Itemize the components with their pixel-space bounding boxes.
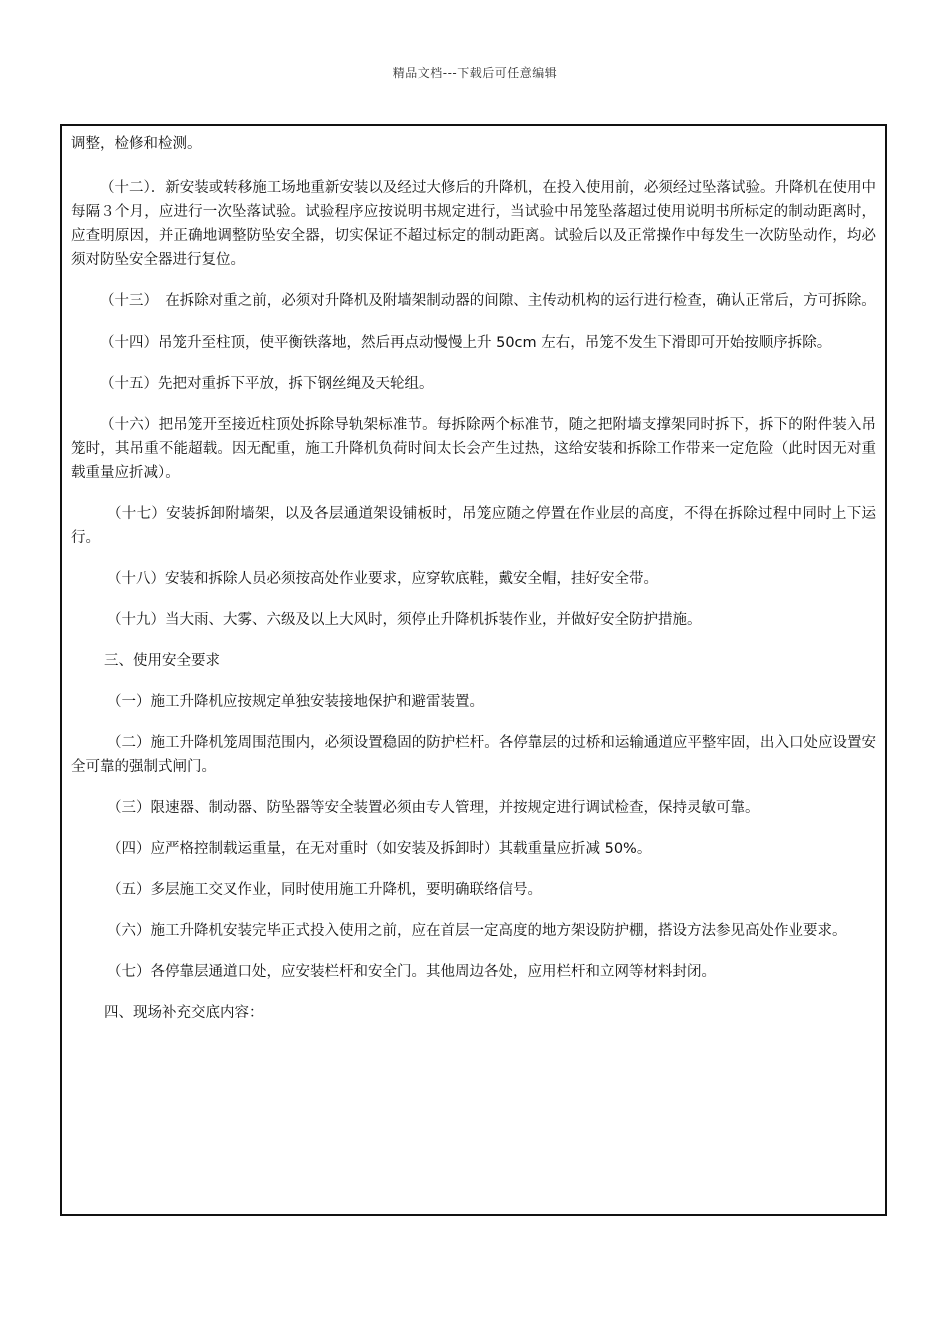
paragraph-item-13: （十三） 在拆除对重之前，必须对升降机及附墙架制动器的间隙、主传动机构的运行进行检查，确认正常后，方可拆除。 [100,293,876,309]
paragraph-item-16: （十六）把吊笼开至接近柱顶处拆除导轨架标准节。每拆除两个标准节，随之把附墙支撑架同时拆下，拆下的附件装入吊笼时，其吊重不能超载。因无配重，施工升降机负荷时间太长会产生过热，这给安装和拆除工作带来一定危险（此时因无对重载重量应折减）。 [71,417,876,481]
requirement-item-3: （三）限速器、制动器、防坠器等安全装置必须由专人管理，并按规定进行调试检查，保持灵敏可靠。 [107,800,760,816]
section-heading-usage-safety: 三、使用安全要求 [104,653,220,669]
requirement-item-4: （四）应严格控制载运重量，在无对重时（如安装及拆卸时）其载重量应折减 50%。 [107,841,652,857]
paragraph-item-19: （十九）当大雨、大雾、六级及以上大风时，须停止升降机拆装作业，并做好安全防护措施。 [107,612,702,628]
requirement-item-6: （六）施工升降机安装完毕正式投入使用之前，应在首层一定高度的地方架设防护棚，搭设方法参见高处作业要求。 [107,923,847,939]
document-frame [60,124,887,1216]
requirement-item-5: （五）多层施工交叉作业，同时使用施工升降机，要明确联络信号。 [107,882,542,898]
document-content [71,132,876,1025]
requirement-item-7: （七）各停靠层通道口处，应安装栏杆和安全门。其他周边各处，应用栏杆和立网等材料封闭。 [107,964,716,980]
paragraph-item-12: （十二）．新安装或转移施工场地重新安装以及经过大修后的升降机，在投入使用前，必须经过坠落试验。升降机在使用中每隔３个月，应进行一次坠落试验。试验程序应按说明书规定进行，当试验中吊笼坠落超过使用说明书所标定的制动距离时，应查明原因，并正确地调整防坠安全器，切实保证不超过标定的制动距离。试验后以及正常操作中每发生一次防坠动作，均必须对防坠安全器进行复位。 [71,180,876,268]
paragraph-item-14: （十四）吊笼升至柱顶，使平衡铁落地，然后再点动慢慢上升 50cm 左右，吊笼不发生下滑即可开始按顺序拆除。 [100,335,832,351]
section-heading-supplementary: 四、现场补充交底内容： [104,1005,264,1021]
page-header: 精品文档---下载后可任意编辑 [392,66,558,80]
requirement-item-1: （一）施工升降机应按规定单独安装接地保护和避雷装置。 [107,694,484,710]
requirement-item-2: （二）施工升降机笼周围范围内，必须设置稳固的防护栏杆。各停靠层的过桥和运输通道应平整牢固，出入口处应设置安全可靠的强制式闸门。 [71,735,876,775]
paragraph-continuation: 调整，检修和检测。 [71,136,202,152]
paragraph-item-18: （十八）安装和拆除人员必须按高处作业要求，应穿软底鞋，戴安全帽，挂好安全带。 [107,571,658,587]
paragraph-item-17: （十七）安装拆卸附墙架，以及各层通道架设铺板时，吊笼应随之停置在作业层的高度，不得在拆除过程中同时上下运行。 [71,506,876,546]
paragraph-item-15: （十五）先把对重拆下平放，拆下钢丝绳及天轮组。 [100,376,434,392]
